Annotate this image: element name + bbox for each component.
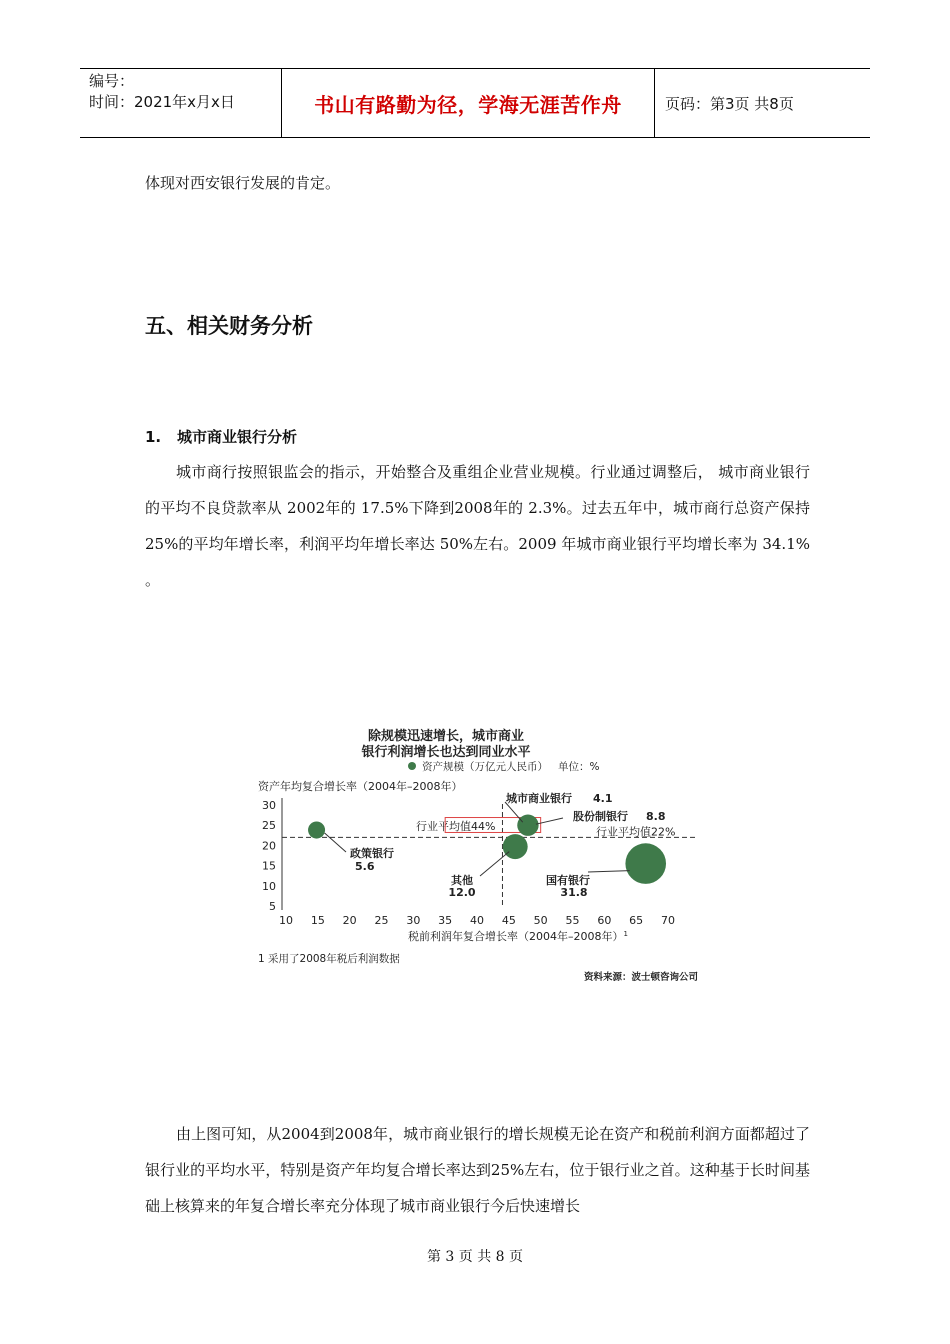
point-name: 其他 bbox=[451, 874, 473, 887]
x-tick-label: 15 bbox=[310, 914, 325, 927]
bubble-股份制银行 bbox=[517, 815, 538, 836]
y-tick-label: 20 bbox=[262, 839, 276, 853]
scatter-chart bbox=[258, 718, 708, 990]
header-time: 时间：2021年x月x日 bbox=[89, 93, 235, 111]
point-size: 31.8 bbox=[560, 886, 588, 899]
header-page: 页码：第3页 共8页 bbox=[665, 94, 794, 113]
y-tick-label: 30 bbox=[262, 799, 276, 812]
chart-footnote: 1 采用了2008年税后利润数据 bbox=[258, 953, 400, 965]
x-tick-label: 55 bbox=[565, 914, 580, 927]
paragraph-2 bbox=[145, 1116, 810, 1224]
callout-line bbox=[325, 833, 346, 852]
legend-marker bbox=[408, 762, 416, 770]
point-size: 4.1 bbox=[593, 792, 613, 805]
callout-line bbox=[588, 871, 630, 872]
bubble-政策银行 bbox=[308, 822, 325, 839]
point-name: 国有银行 bbox=[546, 874, 590, 887]
y-axis-label: 资产年均复合增长率（2004年–2008年） bbox=[258, 780, 463, 793]
x-tick-label: 60 bbox=[597, 914, 612, 927]
chart-title-line2: 银行利润增长也达到同业水平 bbox=[361, 745, 531, 760]
avg-x-label: 行业平均值44% bbox=[416, 820, 496, 833]
chart-unit: 单位：% bbox=[558, 761, 600, 773]
x-tick-label: 70 bbox=[661, 914, 675, 927]
callout-line bbox=[505, 802, 523, 822]
point-size: 5.6 bbox=[355, 860, 375, 873]
x-axis-label bbox=[408, 929, 628, 943]
chart-title-line1: 除规模迅速增长，城市商业 bbox=[367, 729, 525, 744]
x-tick-label: 10 bbox=[279, 914, 293, 927]
x-tick-label: 50 bbox=[533, 914, 548, 927]
y-tick-label: 10 bbox=[262, 879, 276, 893]
header-number: 编号： bbox=[89, 72, 135, 90]
y-tick-label: 5 bbox=[269, 900, 276, 913]
paragraph-1 bbox=[145, 454, 810, 598]
header-meta bbox=[80, 69, 282, 137]
point-size: 12.0 bbox=[448, 886, 476, 899]
x-axis-label-sup: 1 bbox=[623, 930, 628, 938]
bubble-国有银行 bbox=[625, 843, 666, 884]
point-name: 城市商业银行 bbox=[506, 792, 572, 805]
header-motto: 书山有路勤为径，学海无涯苦作舟 bbox=[282, 69, 655, 137]
subsection-number: 1. bbox=[145, 428, 162, 446]
callout-line bbox=[536, 818, 563, 824]
bubble-其他 bbox=[503, 834, 528, 859]
x-tick-label: 65 bbox=[629, 914, 644, 927]
x-tick-label: 25 bbox=[374, 914, 389, 927]
paragraph-2-text: 由上图可知，从2004到2008年，城市商业银行的增长规模无论在资产和税前利润方面都超过了银行业的平均水平，特别是资产年均复合增长率达到25%左右，位于银行业之首。这种基于长时间基础上核算来的年复合增长率充分体现了城市商业银行今后快速增长 bbox=[145, 1125, 810, 1215]
page-footer: 第 3 页 共 8 页 bbox=[426, 1249, 524, 1265]
subsection-title: 城市商业银行分析 bbox=[177, 428, 298, 446]
continued-text: 体现对西安银行发展的肯定。 bbox=[145, 174, 341, 192]
chart-legend: 资产规模（万亿元人民币） bbox=[422, 761, 548, 773]
point-name: 政策银行 bbox=[350, 847, 394, 860]
x-tick-label: 40 bbox=[470, 914, 484, 927]
x-tick-label: 45 bbox=[501, 914, 516, 927]
point-size: 8.8 bbox=[646, 810, 666, 823]
section-heading: 五、相关财务分析 bbox=[145, 314, 313, 338]
paragraph-1-text: 城市商行按照银监会的指示，开始整合及重组企业营业规模。行业通过调整后， 城市商业银行的平均不良贷款率从 2002年的 17.5%下降到2008年的 2.3%。过去五年中，城市商行总资产保持 25%的平均年增长率，利润平均年增长率达 50%左右。2009 年城市商业银行平均增长率为 34.1% 。 bbox=[145, 463, 810, 589]
x-axis-label-text: 税前利润年复合增长率（2004年–2008年） bbox=[408, 930, 624, 943]
page-header bbox=[80, 68, 870, 138]
avg-y-label: 行业平均值22% bbox=[596, 825, 676, 839]
y-tick-label: 15 bbox=[262, 859, 276, 873]
subsection-heading bbox=[145, 426, 297, 447]
point-name: 股份制银行 bbox=[573, 810, 628, 823]
y-tick-label: 25 bbox=[262, 819, 276, 833]
x-tick-label: 35 bbox=[438, 914, 453, 927]
chart-source: 资料来源：波士顿咨询公司 bbox=[583, 972, 698, 983]
callout-line bbox=[480, 852, 509, 876]
x-tick-label: 20 bbox=[342, 914, 357, 927]
x-tick-label: 30 bbox=[406, 914, 421, 927]
